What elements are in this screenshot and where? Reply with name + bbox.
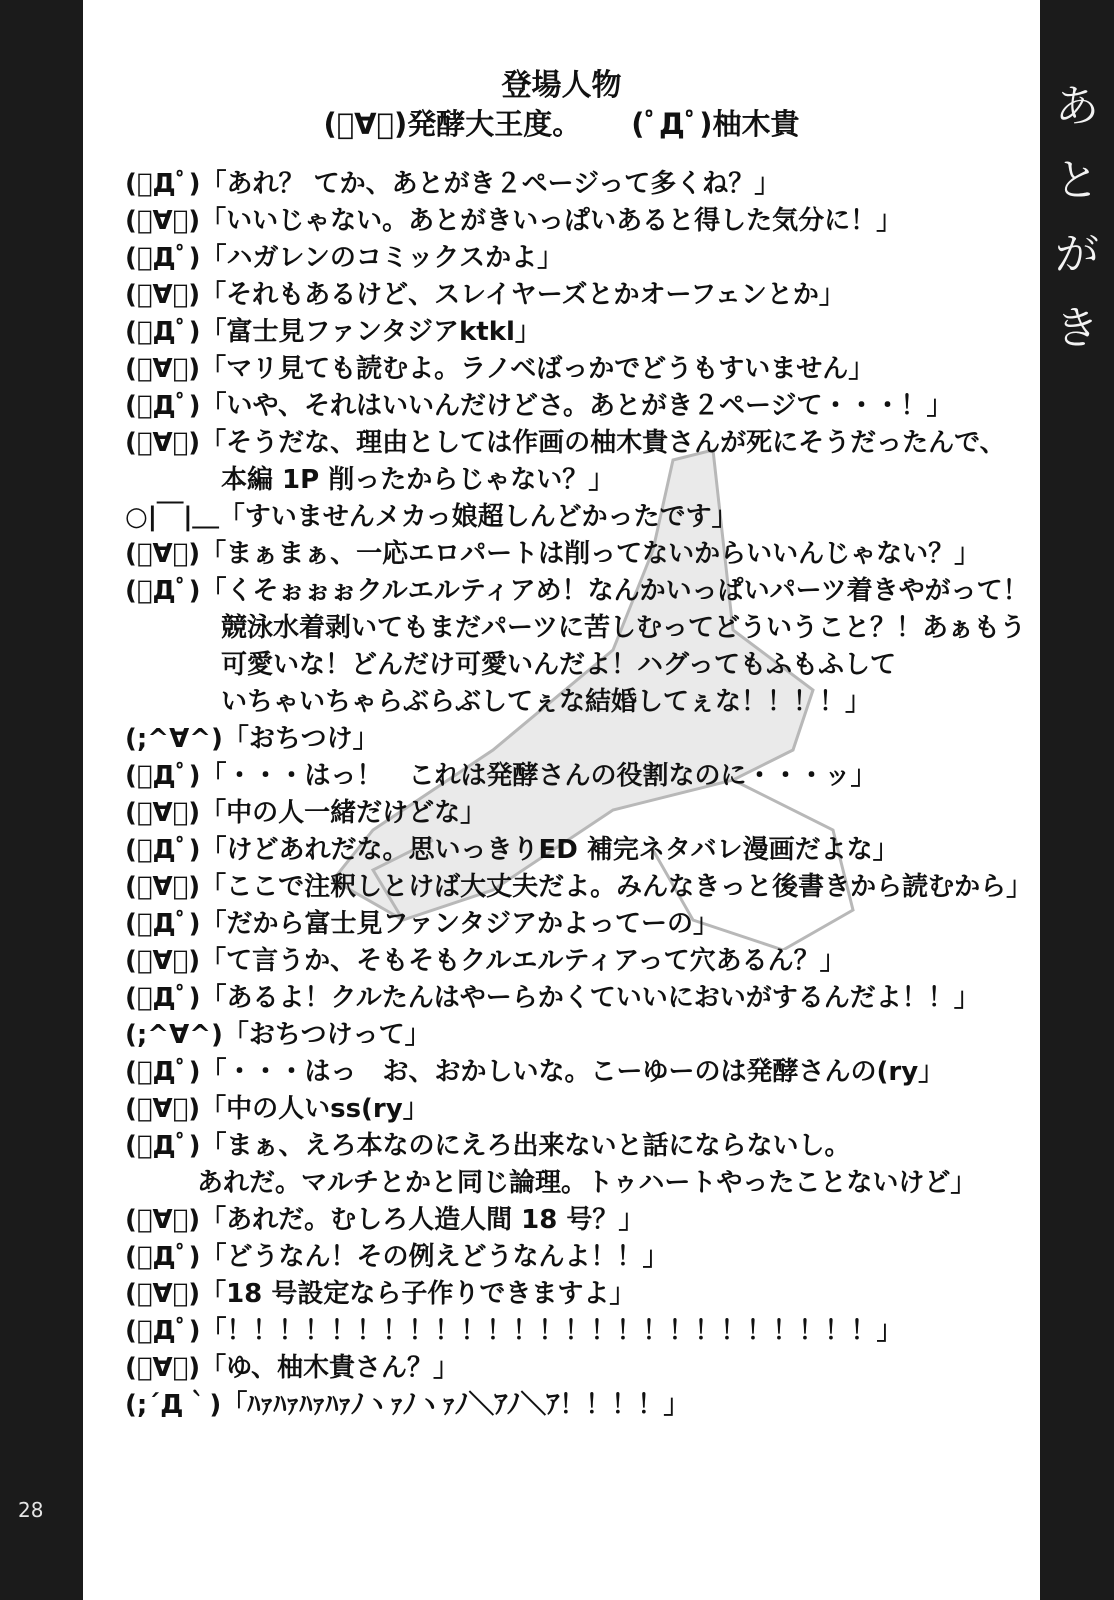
dialogue-text: 「けどあれだな。思いっきりED 補完ネタバレ漫画だよな」 bbox=[200, 835, 899, 865]
dialogue-text: 「て言うか、そもそもクルエルティアって穴あるん？」 bbox=[200, 946, 846, 976]
dialogue-line bbox=[125, 795, 1025, 832]
left-margin bbox=[0, 0, 83, 1600]
dialogue-continuation bbox=[125, 684, 1025, 721]
dialogue-line bbox=[125, 499, 1025, 536]
dialogue-line bbox=[125, 832, 1025, 869]
dialogue-text: 可愛いな！どんだけ可愛いんだよ！ハグってもふもふして bbox=[221, 650, 896, 680]
dialogue-text: 競泳水着剥いてもまだパーツに苦しむってどういうこと？！あぁもう bbox=[221, 613, 1026, 643]
speaker-emoticon: (ﾟ∀ﾟ) bbox=[125, 354, 201, 384]
dialogue-text: 「それもあるけど、スレイヤーズとかオーフェンとか」 bbox=[200, 280, 845, 310]
speaker-emoticon: (ﾟДﾟ) bbox=[125, 169, 201, 199]
speaker-emoticon: (ﾟДﾟ) bbox=[125, 835, 201, 865]
page-number: 28 bbox=[18, 1498, 44, 1522]
dialogue-continuation bbox=[125, 647, 1025, 684]
dialogue-line bbox=[125, 1239, 1025, 1276]
dialogue-text: あれだ。マルチとかと同じ論理。トゥハートやったことないけど」 bbox=[197, 1168, 977, 1198]
side-tab-title: あ と が き bbox=[1055, 81, 1099, 354]
dialogue-text: 「おちつけ」 bbox=[222, 724, 379, 754]
speaker-emoticon: (ﾟДﾟ) bbox=[125, 1242, 201, 1272]
dialogue-line bbox=[125, 1202, 1025, 1239]
dialogue-line bbox=[125, 425, 1025, 462]
dialogue-text: 「くそぉぉぉクルエルティアめ！なんかいっぱいパーツ着きやがって！ bbox=[200, 576, 1029, 606]
cast-member: (ﾟ∀ﾟ)発酵大王度。 bbox=[323, 107, 582, 141]
speaker-emoticon: (ﾟДﾟ) bbox=[125, 391, 201, 421]
dialogue-line bbox=[125, 388, 1025, 425]
dialogue-text: 「あるよ！クルたんはやーらかくていいにおいがするんだよ！！」 bbox=[200, 983, 980, 1013]
dialogue-text: 「18 号設定なら子作りできますよ」 bbox=[200, 1279, 636, 1309]
dialogue-line bbox=[125, 314, 1025, 351]
speaker-emoticon: (ﾟ∀ﾟ) bbox=[125, 428, 201, 458]
speaker-emoticon: (ﾟ∀ﾟ) bbox=[125, 798, 201, 828]
dialogue-text: 「おちつけって」 bbox=[222, 1020, 431, 1050]
dialogue-line bbox=[125, 1054, 1025, 1091]
cast-list bbox=[83, 102, 1040, 143]
speaker-emoticon: (ﾟДﾟ) bbox=[125, 576, 201, 606]
dialogue-list bbox=[125, 166, 1033, 1424]
afterword-page bbox=[83, 0, 1040, 1600]
dialogue-line bbox=[125, 1017, 1025, 1054]
speaker-emoticon: (ﾟДﾟ) bbox=[125, 1131, 201, 1161]
speaker-emoticon: ○|￣|＿ bbox=[125, 502, 219, 532]
dialogue-text: 「いや、それはいいんだけどさ。あとがき２ページて・・・！」 bbox=[200, 391, 953, 421]
speaker-emoticon: (ﾟДﾟ) bbox=[125, 909, 201, 939]
dialogue-text: 「中の人一緒だけどな」 bbox=[200, 798, 487, 828]
dialogue-line bbox=[125, 906, 1025, 943]
speaker-emoticon: (ﾟДﾟ) bbox=[125, 1057, 201, 1087]
dialogue-text: 「！！！！！！！！！！！！！！！！！！！！！！！！！」 bbox=[200, 1316, 903, 1346]
dialogue-text: 「まぁ、えろ本なのにえろ出来ないと話にならないし。 bbox=[200, 1131, 851, 1161]
dialogue-text: 「・・・はっ！ これは発酵さんの役割なのに・・・ッ」 bbox=[200, 761, 877, 791]
dialogue-line bbox=[125, 1276, 1025, 1313]
dialogue-line bbox=[125, 721, 1025, 758]
dialogue-text: 「あれだ。むしろ人造人間 18 号？」 bbox=[200, 1205, 645, 1235]
speaker-emoticon: (ﾟДﾟ) bbox=[125, 1316, 201, 1346]
dialogue-text: 「ハガレンのコミックスかよ」 bbox=[200, 243, 564, 273]
speaker-emoticon: (ﾟ∀ﾟ) bbox=[125, 1205, 201, 1235]
dialogue-text: 「マリ見ても読むよ。ラノベばっかでどうもすいません」 bbox=[200, 354, 875, 384]
dialogue-line bbox=[125, 351, 1025, 388]
speaker-emoticon: (ﾟ∀ﾟ) bbox=[125, 206, 201, 236]
dialogue-text: 「まぁまぁ、一応エロパートは削ってないからいいんじゃない？」 bbox=[200, 539, 981, 569]
speaker-emoticon: (ﾟ∀ﾟ) bbox=[125, 946, 201, 976]
dialogue-text: 本編 1P 削ったからじゃない？」 bbox=[221, 465, 615, 495]
dialogue-line bbox=[125, 166, 1025, 203]
speaker-emoticon: (ﾟ∀ﾟ) bbox=[125, 1279, 201, 1309]
dialogue-line bbox=[125, 1128, 1025, 1165]
side-tab bbox=[1040, 0, 1114, 1600]
speaker-emoticon: (ﾟ∀ﾟ) bbox=[125, 280, 201, 310]
dialogue-line bbox=[125, 758, 1025, 795]
dialogue-continuation bbox=[125, 610, 1025, 647]
speaker-emoticon: (ﾟ∀ﾟ) bbox=[125, 1353, 201, 1383]
dialogue-text: 「ﾊｧﾊｧﾊｧﾊｧﾉヽｧﾉヽｧﾉ＼ｱﾉ＼ｱ！！！！」 bbox=[221, 1390, 690, 1420]
dialogue-line bbox=[125, 1350, 1025, 1387]
cast-heading: 登場人物 bbox=[501, 68, 622, 103]
dialogue-text: 「あれ？ てか、あとがき２ページって多くね？」 bbox=[200, 169, 781, 199]
dialogue-text: 「どうなん！その例えどうなんよ！！」 bbox=[200, 1242, 669, 1272]
speaker-emoticon: (ﾟДﾟ) bbox=[125, 983, 201, 1013]
speaker-emoticon: (ﾟДﾟ) bbox=[125, 317, 201, 347]
dialogue-line bbox=[125, 573, 1029, 610]
speaker-emoticon: (ﾟ∀ﾟ) bbox=[125, 872, 201, 902]
dialogue-line bbox=[125, 980, 1025, 1017]
speaker-emoticon: (;´Д｀) bbox=[125, 1390, 222, 1420]
dialogue-text: 「だから富士見ファンタジアかよってーの」 bbox=[200, 909, 719, 939]
cast-member: (ﾟДﾟ)柚木貴 bbox=[631, 107, 800, 141]
dialogue-line bbox=[125, 240, 1025, 277]
dialogue-line bbox=[125, 943, 1025, 980]
dialogue-line bbox=[125, 536, 1025, 573]
speaker-emoticon: (ﾟДﾟ) bbox=[125, 761, 201, 791]
speaker-emoticon: (;^∀^) bbox=[125, 1020, 223, 1050]
dialogue-line bbox=[125, 1387, 1025, 1424]
dialogue-text: 「すいませんメカっ娘超しんどかったです」 bbox=[218, 502, 738, 532]
dialogue-line bbox=[125, 1091, 1025, 1128]
dialogue-line bbox=[125, 203, 1025, 240]
dialogue-text: 「そうだな、理由としては作画の柚木貴さんが死にそうだったんで、 bbox=[200, 428, 1006, 458]
speaker-emoticon: (;^∀^) bbox=[125, 724, 223, 754]
dialogue-line bbox=[125, 277, 1025, 314]
dialogue-text: 「中の人いss(ry」 bbox=[200, 1094, 429, 1124]
speaker-emoticon: (ﾟ∀ﾟ) bbox=[125, 1094, 201, 1124]
speaker-emoticon: (ﾟДﾟ) bbox=[125, 243, 201, 273]
dialogue-line bbox=[125, 1313, 1025, 1350]
dialogue-text: 「富士見ファンタジアktkl」 bbox=[200, 317, 541, 347]
dialogue-text: いちゃいちゃらぶらぶしてぇな結婚してぇな！！！！」 bbox=[221, 687, 872, 717]
dialogue-text: 「ゆ、柚木貴さん？」 bbox=[200, 1353, 460, 1383]
speaker-emoticon: (ﾟ∀ﾟ) bbox=[125, 539, 201, 569]
dialogue-line bbox=[125, 869, 1033, 906]
dialogue-text: 「・・・はっ お、おかしいな。こーゆーのは発酵さんの(ry」 bbox=[200, 1057, 945, 1087]
dialogue-continuation bbox=[125, 1165, 1025, 1202]
dialogue-text: 「ここで注釈しとけば大丈夫だよ。みんなきっと後書きから読むから」 bbox=[200, 872, 1033, 902]
dialogue-continuation bbox=[125, 462, 1025, 499]
dialogue-text: 「いいじゃない。あとがきいっぱいあると得した気分に！」 bbox=[200, 206, 903, 236]
